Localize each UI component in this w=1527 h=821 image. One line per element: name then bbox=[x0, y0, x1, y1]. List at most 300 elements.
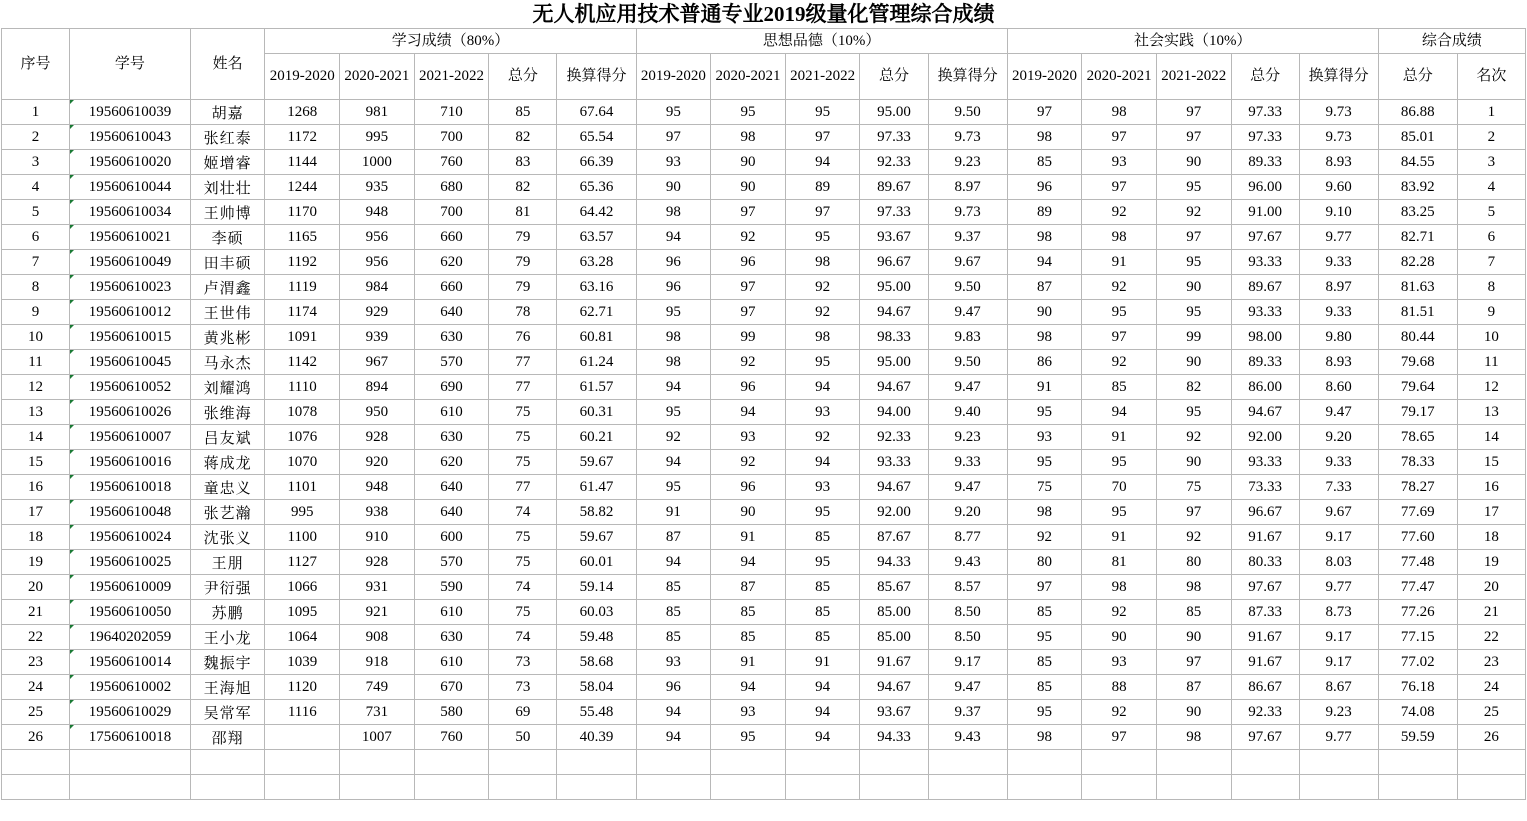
cell-study-2021-2022[interactable]: 760 bbox=[414, 725, 489, 750]
cell-empty[interactable] bbox=[928, 750, 1007, 775]
cell-empty[interactable] bbox=[340, 775, 415, 800]
cell-practice-2020-2021[interactable]: 90 bbox=[1082, 625, 1157, 650]
cell-practice-converted[interactable]: 8.60 bbox=[1299, 375, 1378, 400]
cell-overall-rank[interactable]: 13 bbox=[1457, 400, 1525, 425]
cell-empty[interactable] bbox=[1299, 775, 1378, 800]
cell-empty[interactable] bbox=[489, 775, 557, 800]
cell-study-2021-2022[interactable]: 630 bbox=[414, 625, 489, 650]
cell-moral-total[interactable]: 98.33 bbox=[860, 325, 928, 350]
cell-moral-2020-2021[interactable]: 97 bbox=[711, 300, 786, 325]
cell-study-2020-2021[interactable]: 948 bbox=[340, 475, 415, 500]
cell-moral-total[interactable]: 94.00 bbox=[860, 400, 928, 425]
cell-moral-2021-2022[interactable]: 94 bbox=[785, 150, 860, 175]
cell-moral-2019-2020[interactable]: 90 bbox=[636, 175, 711, 200]
cell-student-id[interactable]: 19560610052 bbox=[70, 375, 191, 400]
cell-moral-converted[interactable]: 9.83 bbox=[928, 325, 1007, 350]
cell-seq[interactable]: 7 bbox=[2, 250, 70, 275]
cell-moral-total[interactable]: 94.67 bbox=[860, 375, 928, 400]
cell-name[interactable]: 魏振宇 bbox=[190, 650, 265, 675]
cell-study-2019-2020[interactable]: 1100 bbox=[265, 525, 340, 550]
cell-overall-total[interactable]: 79.17 bbox=[1378, 400, 1457, 425]
cell-practice-2021-2022[interactable]: 90 bbox=[1156, 700, 1231, 725]
cell-study-2019-2020[interactable]: 1172 bbox=[265, 125, 340, 150]
table-row[interactable] bbox=[2, 450, 1526, 475]
cell-study-converted[interactable]: 63.57 bbox=[557, 225, 636, 250]
cell-study-total[interactable]: 82 bbox=[489, 175, 557, 200]
cell-moral-2019-2020[interactable]: 94 bbox=[636, 225, 711, 250]
cell-seq[interactable]: 24 bbox=[2, 675, 70, 700]
cell-study-2021-2022[interactable]: 690 bbox=[414, 375, 489, 400]
cell-moral-2021-2022[interactable]: 93 bbox=[785, 400, 860, 425]
cell-practice-converted[interactable]: 9.47 bbox=[1299, 400, 1378, 425]
cell-practice-2020-2021[interactable]: 91 bbox=[1082, 250, 1157, 275]
cell-overall-total[interactable]: 77.48 bbox=[1378, 550, 1457, 575]
cell-practice-total[interactable]: 94.67 bbox=[1231, 400, 1299, 425]
cell-practice-total[interactable]: 91.67 bbox=[1231, 650, 1299, 675]
cell-empty[interactable] bbox=[1082, 750, 1157, 775]
cell-study-2021-2022[interactable]: 620 bbox=[414, 250, 489, 275]
table-row-empty[interactable] bbox=[2, 750, 1526, 775]
cell-overall-total[interactable]: 78.27 bbox=[1378, 475, 1457, 500]
cell-empty[interactable] bbox=[1457, 750, 1525, 775]
cell-name[interactable]: 黄兆彬 bbox=[190, 325, 265, 350]
cell-moral-2021-2022[interactable]: 85 bbox=[785, 525, 860, 550]
cell-moral-total[interactable]: 94.67 bbox=[860, 675, 928, 700]
cell-name[interactable]: 马永杰 bbox=[190, 350, 265, 375]
cell-moral-2020-2021[interactable]: 99 bbox=[711, 325, 786, 350]
cell-study-2020-2021[interactable]: 939 bbox=[340, 325, 415, 350]
cell-practice-2019-2020[interactable]: 98 bbox=[1007, 725, 1082, 750]
cell-moral-2021-2022[interactable]: 91 bbox=[785, 650, 860, 675]
cell-study-total[interactable]: 69 bbox=[489, 700, 557, 725]
cell-study-converted[interactable]: 61.57 bbox=[557, 375, 636, 400]
cell-empty[interactable] bbox=[711, 750, 786, 775]
cell-moral-2021-2022[interactable]: 85 bbox=[785, 600, 860, 625]
cell-overall-total[interactable]: 77.02 bbox=[1378, 650, 1457, 675]
cell-study-2019-2020[interactable]: 1101 bbox=[265, 475, 340, 500]
cell-student-id[interactable]: 19560610029 bbox=[70, 700, 191, 725]
cell-seq[interactable]: 22 bbox=[2, 625, 70, 650]
cell-practice-2019-2020[interactable]: 75 bbox=[1007, 475, 1082, 500]
cell-study-2020-2021[interactable]: 928 bbox=[340, 425, 415, 450]
cell-student-id[interactable]: 19560610034 bbox=[70, 200, 191, 225]
cell-seq[interactable]: 17 bbox=[2, 500, 70, 525]
cell-student-id[interactable]: 19560610020 bbox=[70, 150, 191, 175]
cell-study-2019-2020[interactable]: 1144 bbox=[265, 150, 340, 175]
cell-study-2019-2020[interactable]: 1192 bbox=[265, 250, 340, 275]
cell-practice-2019-2020[interactable]: 98 bbox=[1007, 325, 1082, 350]
cell-moral-2019-2020[interactable]: 96 bbox=[636, 250, 711, 275]
cell-seq[interactable]: 15 bbox=[2, 450, 70, 475]
cell-moral-2019-2020[interactable]: 85 bbox=[636, 575, 711, 600]
table-row[interactable] bbox=[2, 250, 1526, 275]
cell-moral-2021-2022[interactable]: 94 bbox=[785, 725, 860, 750]
cell-practice-2020-2021[interactable]: 98 bbox=[1082, 575, 1157, 600]
cell-moral-converted[interactable]: 9.47 bbox=[928, 475, 1007, 500]
cell-practice-converted[interactable]: 9.23 bbox=[1299, 700, 1378, 725]
cell-practice-2020-2021[interactable]: 95 bbox=[1082, 450, 1157, 475]
cell-study-converted[interactable]: 61.47 bbox=[557, 475, 636, 500]
cell-practice-converted[interactable]: 8.97 bbox=[1299, 275, 1378, 300]
cell-study-2021-2022[interactable]: 580 bbox=[414, 700, 489, 725]
cell-overall-rank[interactable]: 16 bbox=[1457, 475, 1525, 500]
cell-moral-converted[interactable]: 8.97 bbox=[928, 175, 1007, 200]
cell-study-2019-2020[interactable]: 995 bbox=[265, 500, 340, 525]
cell-overall-rank[interactable]: 26 bbox=[1457, 725, 1525, 750]
cell-study-2020-2021[interactable]: 956 bbox=[340, 250, 415, 275]
cell-practice-2021-2022[interactable]: 98 bbox=[1156, 725, 1231, 750]
cell-moral-total[interactable]: 93.33 bbox=[860, 450, 928, 475]
cell-name[interactable]: 张艺瀚 bbox=[190, 500, 265, 525]
cell-empty[interactable] bbox=[2, 750, 70, 775]
cell-name[interactable]: 沈张义 bbox=[190, 525, 265, 550]
cell-practice-2020-2021[interactable]: 92 bbox=[1082, 200, 1157, 225]
cell-moral-2021-2022[interactable]: 95 bbox=[785, 100, 860, 125]
table-row[interactable] bbox=[2, 275, 1526, 300]
cell-practice-2019-2020[interactable]: 85 bbox=[1007, 675, 1082, 700]
cell-practice-2019-2020[interactable]: 95 bbox=[1007, 625, 1082, 650]
cell-practice-2021-2022[interactable]: 97 bbox=[1156, 225, 1231, 250]
cell-study-2019-2020[interactable]: 1066 bbox=[265, 575, 340, 600]
cell-study-total[interactable]: 81 bbox=[489, 200, 557, 225]
cell-study-2020-2021[interactable]: 948 bbox=[340, 200, 415, 225]
cell-moral-2019-2020[interactable]: 94 bbox=[636, 700, 711, 725]
cell-practice-2019-2020[interactable]: 96 bbox=[1007, 175, 1082, 200]
cell-name[interactable]: 张维海 bbox=[190, 400, 265, 425]
cell-study-2019-2020[interactable]: 1078 bbox=[265, 400, 340, 425]
cell-seq[interactable]: 6 bbox=[2, 225, 70, 250]
cell-moral-2021-2022[interactable]: 92 bbox=[785, 425, 860, 450]
cell-study-converted[interactable]: 59.48 bbox=[557, 625, 636, 650]
table-row[interactable] bbox=[2, 625, 1526, 650]
table-row[interactable] bbox=[2, 325, 1526, 350]
cell-overall-total[interactable]: 83.25 bbox=[1378, 200, 1457, 225]
cell-student-id[interactable]: 19560610014 bbox=[70, 650, 191, 675]
cell-practice-2019-2020[interactable]: 94 bbox=[1007, 250, 1082, 275]
cell-study-2019-2020[interactable]: 1120 bbox=[265, 675, 340, 700]
cell-name[interactable]: 王海旭 bbox=[190, 675, 265, 700]
cell-empty[interactable] bbox=[711, 775, 786, 800]
cell-practice-converted[interactable]: 7.33 bbox=[1299, 475, 1378, 500]
cell-moral-converted[interactable]: 9.67 bbox=[928, 250, 1007, 275]
cell-overall-total[interactable]: 79.64 bbox=[1378, 375, 1457, 400]
cell-moral-converted[interactable]: 9.73 bbox=[928, 200, 1007, 225]
cell-study-2020-2021[interactable]: 731 bbox=[340, 700, 415, 725]
cell-study-total[interactable]: 73 bbox=[489, 675, 557, 700]
cell-practice-total[interactable]: 93.33 bbox=[1231, 450, 1299, 475]
table-row[interactable] bbox=[2, 500, 1526, 525]
cell-practice-2019-2020[interactable]: 85 bbox=[1007, 650, 1082, 675]
cell-empty[interactable] bbox=[557, 775, 636, 800]
cell-practice-converted[interactable]: 9.77 bbox=[1299, 225, 1378, 250]
table-row-empty[interactable] bbox=[2, 775, 1526, 800]
cell-name[interactable]: 吕友斌 bbox=[190, 425, 265, 450]
cell-moral-2019-2020[interactable]: 97 bbox=[636, 125, 711, 150]
cell-overall-rank[interactable]: 20 bbox=[1457, 575, 1525, 600]
table-row[interactable] bbox=[2, 125, 1526, 150]
cell-overall-rank[interactable]: 5 bbox=[1457, 200, 1525, 225]
cell-practice-converted[interactable]: 9.73 bbox=[1299, 100, 1378, 125]
cell-moral-total[interactable]: 92.00 bbox=[860, 500, 928, 525]
cell-moral-2020-2021[interactable]: 96 bbox=[711, 250, 786, 275]
cell-study-converted[interactable]: 61.24 bbox=[557, 350, 636, 375]
cell-empty[interactable] bbox=[785, 750, 860, 775]
cell-study-2021-2022[interactable]: 700 bbox=[414, 200, 489, 225]
cell-name[interactable]: 李硕 bbox=[190, 225, 265, 250]
cell-student-id[interactable]: 19560610012 bbox=[70, 300, 191, 325]
cell-practice-2020-2021[interactable]: 97 bbox=[1082, 125, 1157, 150]
cell-study-2021-2022[interactable]: 610 bbox=[414, 400, 489, 425]
cell-overall-total[interactable]: 81.51 bbox=[1378, 300, 1457, 325]
cell-practice-2021-2022[interactable]: 95 bbox=[1156, 250, 1231, 275]
cell-practice-2019-2020[interactable]: 85 bbox=[1007, 600, 1082, 625]
cell-study-2021-2022[interactable]: 570 bbox=[414, 350, 489, 375]
cell-study-total[interactable]: 83 bbox=[489, 150, 557, 175]
cell-moral-2020-2021[interactable]: 97 bbox=[711, 275, 786, 300]
cell-moral-2019-2020[interactable]: 96 bbox=[636, 275, 711, 300]
cell-moral-2021-2022[interactable]: 92 bbox=[785, 300, 860, 325]
cell-study-2020-2021[interactable]: 894 bbox=[340, 375, 415, 400]
cell-overall-rank[interactable]: 10 bbox=[1457, 325, 1525, 350]
table-row[interactable] bbox=[2, 400, 1526, 425]
cell-overall-rank[interactable]: 22 bbox=[1457, 625, 1525, 650]
cell-seq[interactable]: 8 bbox=[2, 275, 70, 300]
cell-practice-total[interactable]: 91.00 bbox=[1231, 200, 1299, 225]
cell-practice-converted[interactable]: 9.67 bbox=[1299, 500, 1378, 525]
cell-empty[interactable] bbox=[70, 750, 191, 775]
cell-name[interactable]: 刘壮壮 bbox=[190, 175, 265, 200]
cell-moral-total[interactable]: 91.67 bbox=[860, 650, 928, 675]
cell-moral-2020-2021[interactable]: 90 bbox=[711, 150, 786, 175]
cell-practice-total[interactable]: 93.33 bbox=[1231, 250, 1299, 275]
cell-study-total[interactable]: 75 bbox=[489, 525, 557, 550]
cell-overall-rank[interactable]: 25 bbox=[1457, 700, 1525, 725]
cell-study-total[interactable]: 79 bbox=[489, 250, 557, 275]
cell-empty[interactable] bbox=[2, 775, 70, 800]
cell-moral-2021-2022[interactable]: 94 bbox=[785, 375, 860, 400]
cell-moral-total[interactable]: 94.67 bbox=[860, 300, 928, 325]
cell-student-id[interactable]: 19560610002 bbox=[70, 675, 191, 700]
cell-empty[interactable] bbox=[636, 750, 711, 775]
cell-practice-total[interactable]: 97.67 bbox=[1231, 575, 1299, 600]
cell-practice-2020-2021[interactable]: 97 bbox=[1082, 325, 1157, 350]
cell-practice-2019-2020[interactable]: 86 bbox=[1007, 350, 1082, 375]
cell-practice-2021-2022[interactable]: 95 bbox=[1156, 175, 1231, 200]
cell-practice-2021-2022[interactable]: 97 bbox=[1156, 500, 1231, 525]
cell-practice-2021-2022[interactable]: 98 bbox=[1156, 575, 1231, 600]
cell-moral-2021-2022[interactable]: 97 bbox=[785, 125, 860, 150]
cell-study-2019-2020[interactable]: 1174 bbox=[265, 300, 340, 325]
cell-seq[interactable]: 10 bbox=[2, 325, 70, 350]
cell-study-total[interactable]: 75 bbox=[489, 550, 557, 575]
cell-study-2021-2022[interactable]: 710 bbox=[414, 100, 489, 125]
cell-overall-rank[interactable]: 11 bbox=[1457, 350, 1525, 375]
cell-study-2019-2020[interactable]: 1142 bbox=[265, 350, 340, 375]
table-row[interactable] bbox=[2, 600, 1526, 625]
cell-overall-rank[interactable]: 1 bbox=[1457, 100, 1525, 125]
cell-study-2020-2021[interactable]: 918 bbox=[340, 650, 415, 675]
cell-study-converted[interactable]: 60.21 bbox=[557, 425, 636, 450]
cell-study-total[interactable]: 75 bbox=[489, 400, 557, 425]
cell-practice-total[interactable]: 93.33 bbox=[1231, 300, 1299, 325]
cell-seq[interactable]: 18 bbox=[2, 525, 70, 550]
cell-moral-converted[interactable]: 9.23 bbox=[928, 425, 1007, 450]
cell-study-converted[interactable]: 63.16 bbox=[557, 275, 636, 300]
cell-study-2019-2020[interactable]: 1268 bbox=[265, 100, 340, 125]
cell-practice-total[interactable]: 97.67 bbox=[1231, 225, 1299, 250]
cell-practice-2019-2020[interactable]: 87 bbox=[1007, 275, 1082, 300]
table-row[interactable] bbox=[2, 650, 1526, 675]
cell-overall-total[interactable]: 82.28 bbox=[1378, 250, 1457, 275]
cell-moral-2021-2022[interactable]: 85 bbox=[785, 575, 860, 600]
cell-empty[interactable] bbox=[557, 750, 636, 775]
cell-practice-2019-2020[interactable]: 98 bbox=[1007, 225, 1082, 250]
table-row[interactable] bbox=[2, 375, 1526, 400]
cell-name[interactable]: 王帅博 bbox=[190, 200, 265, 225]
cell-moral-2019-2020[interactable]: 94 bbox=[636, 550, 711, 575]
cell-moral-2021-2022[interactable]: 98 bbox=[785, 325, 860, 350]
cell-practice-2019-2020[interactable]: 95 bbox=[1007, 400, 1082, 425]
cell-name[interactable]: 吴常军 bbox=[190, 700, 265, 725]
cell-seq[interactable]: 11 bbox=[2, 350, 70, 375]
cell-moral-2021-2022[interactable]: 85 bbox=[785, 625, 860, 650]
cell-study-converted[interactable]: 58.68 bbox=[557, 650, 636, 675]
cell-moral-2021-2022[interactable]: 94 bbox=[785, 675, 860, 700]
cell-moral-2021-2022[interactable]: 95 bbox=[785, 550, 860, 575]
cell-study-2020-2021[interactable]: 928 bbox=[340, 550, 415, 575]
cell-name[interactable]: 邵翔 bbox=[190, 725, 265, 750]
cell-moral-2019-2020[interactable]: 98 bbox=[636, 200, 711, 225]
cell-study-2020-2021[interactable]: 929 bbox=[340, 300, 415, 325]
cell-moral-2021-2022[interactable]: 92 bbox=[785, 275, 860, 300]
cell-name[interactable]: 王小龙 bbox=[190, 625, 265, 650]
cell-study-2021-2022[interactable]: 610 bbox=[414, 650, 489, 675]
cell-moral-converted[interactable]: 9.50 bbox=[928, 275, 1007, 300]
cell-moral-2020-2021[interactable]: 96 bbox=[711, 375, 786, 400]
cell-practice-2020-2021[interactable]: 92 bbox=[1082, 275, 1157, 300]
cell-practice-2020-2021[interactable]: 85 bbox=[1082, 375, 1157, 400]
cell-study-total[interactable]: 74 bbox=[489, 575, 557, 600]
cell-moral-2021-2022[interactable]: 94 bbox=[785, 450, 860, 475]
cell-practice-total[interactable]: 86.67 bbox=[1231, 675, 1299, 700]
cell-moral-2020-2021[interactable]: 90 bbox=[711, 500, 786, 525]
cell-overall-rank[interactable]: 18 bbox=[1457, 525, 1525, 550]
cell-overall-rank[interactable]: 21 bbox=[1457, 600, 1525, 625]
table-row[interactable] bbox=[2, 300, 1526, 325]
cell-empty[interactable] bbox=[340, 750, 415, 775]
cell-study-converted[interactable]: 64.42 bbox=[557, 200, 636, 225]
cell-practice-total[interactable]: 97.67 bbox=[1231, 725, 1299, 750]
cell-empty[interactable] bbox=[489, 750, 557, 775]
cell-practice-total[interactable]: 92.33 bbox=[1231, 700, 1299, 725]
cell-moral-2019-2020[interactable]: 94 bbox=[636, 375, 711, 400]
cell-study-total[interactable]: 77 bbox=[489, 350, 557, 375]
cell-student-id[interactable]: 19560610009 bbox=[70, 575, 191, 600]
cell-moral-converted[interactable]: 9.50 bbox=[928, 100, 1007, 125]
cell-empty[interactable] bbox=[1007, 775, 1082, 800]
cell-moral-converted[interactable]: 9.33 bbox=[928, 450, 1007, 475]
cell-practice-2020-2021[interactable]: 70 bbox=[1082, 475, 1157, 500]
cell-empty[interactable] bbox=[860, 750, 928, 775]
cell-moral-converted[interactable]: 8.77 bbox=[928, 525, 1007, 550]
cell-study-2021-2022[interactable]: 660 bbox=[414, 275, 489, 300]
cell-moral-2020-2021[interactable]: 85 bbox=[711, 600, 786, 625]
cell-moral-2021-2022[interactable]: 97 bbox=[785, 200, 860, 225]
cell-study-converted[interactable]: 58.04 bbox=[557, 675, 636, 700]
cell-student-id[interactable]: 19560610018 bbox=[70, 475, 191, 500]
cell-study-total[interactable]: 76 bbox=[489, 325, 557, 350]
cell-empty[interactable] bbox=[70, 775, 191, 800]
cell-study-total[interactable]: 79 bbox=[489, 225, 557, 250]
cell-practice-2019-2020[interactable]: 85 bbox=[1007, 150, 1082, 175]
table-row[interactable] bbox=[2, 725, 1526, 750]
cell-study-total[interactable]: 77 bbox=[489, 375, 557, 400]
cell-study-2021-2022[interactable]: 760 bbox=[414, 150, 489, 175]
cell-study-converted[interactable]: 40.39 bbox=[557, 725, 636, 750]
cell-study-total[interactable]: 75 bbox=[489, 600, 557, 625]
cell-empty[interactable] bbox=[1299, 750, 1378, 775]
cell-empty[interactable] bbox=[190, 775, 265, 800]
cell-student-id[interactable]: 19560610025 bbox=[70, 550, 191, 575]
table-row[interactable] bbox=[2, 425, 1526, 450]
cell-moral-2019-2020[interactable]: 95 bbox=[636, 300, 711, 325]
cell-practice-2019-2020[interactable]: 95 bbox=[1007, 450, 1082, 475]
cell-moral-converted[interactable]: 9.17 bbox=[928, 650, 1007, 675]
cell-study-converted[interactable]: 60.31 bbox=[557, 400, 636, 425]
cell-study-2021-2022[interactable]: 700 bbox=[414, 125, 489, 150]
cell-moral-2019-2020[interactable]: 87 bbox=[636, 525, 711, 550]
cell-overall-rank[interactable]: 24 bbox=[1457, 675, 1525, 700]
cell-moral-2019-2020[interactable]: 95 bbox=[636, 400, 711, 425]
cell-moral-total[interactable]: 93.67 bbox=[860, 225, 928, 250]
cell-study-total[interactable]: 79 bbox=[489, 275, 557, 300]
cell-overall-rank[interactable]: 14 bbox=[1457, 425, 1525, 450]
cell-empty[interactable] bbox=[190, 750, 265, 775]
cell-moral-total[interactable]: 85.67 bbox=[860, 575, 928, 600]
cell-moral-2020-2021[interactable]: 85 bbox=[711, 625, 786, 650]
cell-practice-total[interactable]: 86.00 bbox=[1231, 375, 1299, 400]
cell-practice-converted[interactable]: 9.77 bbox=[1299, 575, 1378, 600]
cell-empty[interactable] bbox=[860, 775, 928, 800]
cell-study-converted[interactable]: 65.54 bbox=[557, 125, 636, 150]
cell-seq[interactable]: 14 bbox=[2, 425, 70, 450]
cell-study-2020-2021[interactable]: 935 bbox=[340, 175, 415, 200]
cell-study-converted[interactable]: 65.36 bbox=[557, 175, 636, 200]
cell-moral-2021-2022[interactable]: 95 bbox=[785, 350, 860, 375]
cell-study-2020-2021[interactable]: 938 bbox=[340, 500, 415, 525]
cell-empty[interactable] bbox=[1156, 750, 1231, 775]
cell-moral-total[interactable]: 92.33 bbox=[860, 425, 928, 450]
cell-moral-converted[interactable]: 9.20 bbox=[928, 500, 1007, 525]
cell-overall-rank[interactable]: 3 bbox=[1457, 150, 1525, 175]
cell-student-id[interactable]: 19560610039 bbox=[70, 100, 191, 125]
cell-moral-total[interactable]: 96.67 bbox=[860, 250, 928, 275]
cell-seq[interactable]: 19 bbox=[2, 550, 70, 575]
cell-overall-total[interactable]: 86.88 bbox=[1378, 100, 1457, 125]
cell-study-converted[interactable]: 59.67 bbox=[557, 525, 636, 550]
cell-moral-converted[interactable]: 9.47 bbox=[928, 675, 1007, 700]
cell-overall-total[interactable]: 77.47 bbox=[1378, 575, 1457, 600]
table-row[interactable] bbox=[2, 175, 1526, 200]
cell-study-converted[interactable]: 60.01 bbox=[557, 550, 636, 575]
cell-practice-2021-2022[interactable]: 97 bbox=[1156, 650, 1231, 675]
cell-practice-2021-2022[interactable]: 90 bbox=[1156, 450, 1231, 475]
cell-seq[interactable]: 9 bbox=[2, 300, 70, 325]
table-row[interactable] bbox=[2, 200, 1526, 225]
cell-student-id[interactable]: 19560610026 bbox=[70, 400, 191, 425]
cell-practice-2021-2022[interactable]: 85 bbox=[1156, 600, 1231, 625]
cell-student-id[interactable]: 19560610024 bbox=[70, 525, 191, 550]
